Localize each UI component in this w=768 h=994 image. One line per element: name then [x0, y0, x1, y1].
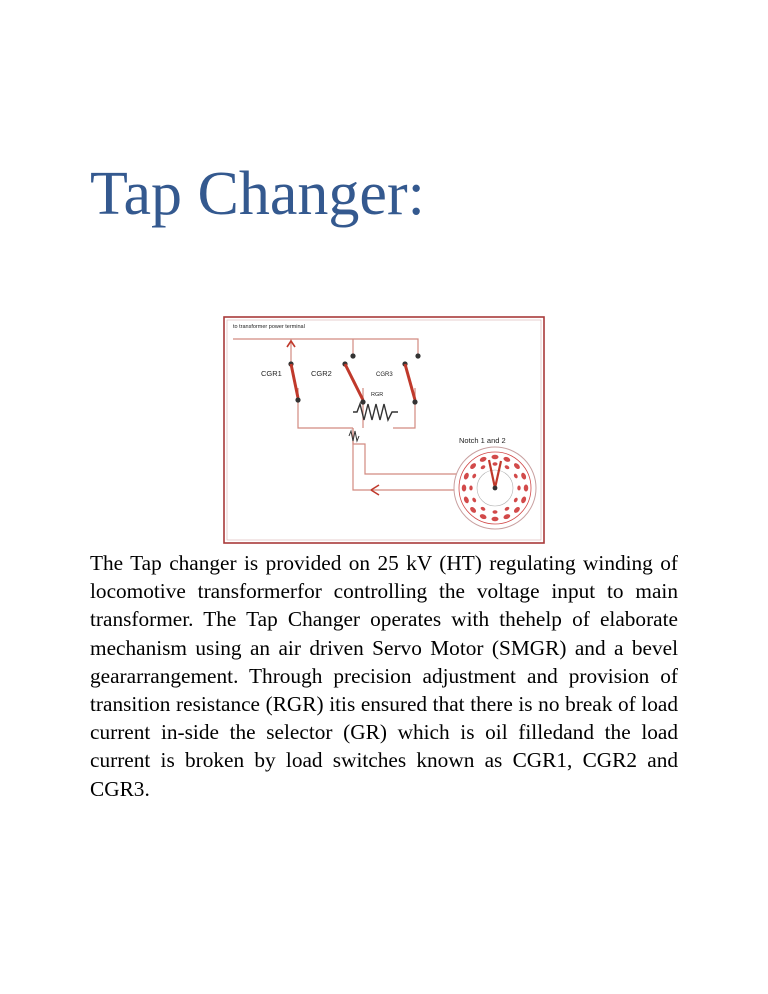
- page-title: Tap Changer:: [90, 160, 425, 228]
- selector-contact: [493, 462, 498, 465]
- cgr2-label: CGR2: [311, 369, 332, 378]
- cgr1-label: CGR1: [261, 369, 282, 378]
- selector-contact: [492, 455, 499, 460]
- top-note-label: to transformer power terminal: [233, 324, 305, 330]
- selector-contact: [524, 485, 529, 492]
- selector-contact: [469, 486, 472, 491]
- selector-contact: [493, 510, 498, 513]
- notch-label: Notch 1 and 2: [459, 436, 506, 445]
- selector-contact: [517, 486, 520, 491]
- tap-selector-dial: [454, 447, 536, 529]
- tap-changer-diagram: [223, 316, 545, 544]
- cgr3-label: CGR3: [376, 372, 393, 378]
- body-paragraph: The Tap changer is provided on 25 kV (HT) regulating winding of locomotive transformerfor controlling the voltage input to main transformer. The Tap Changer operates with thehelp of elaborate mechanism using an air driven Servo Motor (SMGR) and a bevel geararrangement. Through precision adjustment and provision of transition resistance (RGR) itis ensured that there is no break of load current in-side the selector (GR) which is oil filledand the load current is broken by load switches known as CGR1, CGR2 and CGR3.: [90, 551, 678, 801]
- selector-contact: [492, 517, 499, 522]
- rgr-label: RGR: [371, 392, 384, 398]
- selector-contact: [462, 485, 467, 492]
- diagram-svg: [223, 316, 545, 544]
